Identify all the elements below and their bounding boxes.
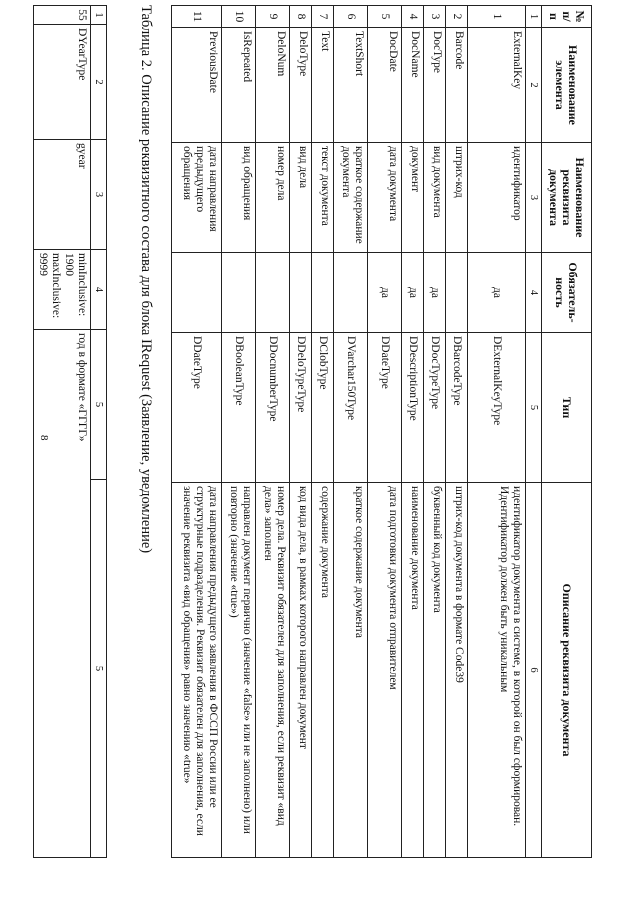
type-name: DDeloTypeType <box>290 333 312 483</box>
table-row <box>290 6 312 858</box>
restrictions: minInclusive: 1900 maxInclusive: 9999 <box>34 250 91 330</box>
required-flag <box>446 253 468 333</box>
column-header-number: № п/п <box>542 6 592 28</box>
requisites-table <box>171 5 592 858</box>
row-number: 8 <box>290 6 312 28</box>
row-number: 3 <box>424 6 446 28</box>
page-number: 8 <box>38 435 50 441</box>
table-row <box>312 6 334 858</box>
table-row <box>368 6 402 858</box>
requisite-name: краткое содержание документа <box>334 143 368 253</box>
table-row <box>222 6 256 858</box>
element-name: Text <box>312 28 334 143</box>
row-number: 7 <box>312 6 334 28</box>
requisite-name: дата документа <box>368 143 402 253</box>
column-header-required: Обязатель- ность <box>542 253 592 333</box>
element-name: IsRepeated <box>222 28 256 143</box>
type-name: DExternalKeyType <box>468 333 526 483</box>
type-name: DClobType <box>312 333 334 483</box>
requisite-description: штрих-код документа в формате Code39 <box>446 483 468 858</box>
index-cell: 2 <box>526 28 542 143</box>
required-flag: да <box>402 253 424 333</box>
element-name: DeloNum <box>256 28 290 143</box>
row-number: 11 <box>172 6 222 28</box>
table-row <box>256 6 290 858</box>
index-cell: 4 <box>91 250 107 330</box>
row-number: 55 <box>34 6 91 25</box>
type-name: DDocTypeType <box>424 333 446 483</box>
type-name: DDateType <box>368 333 402 483</box>
index-cell: 2 <box>91 25 107 140</box>
previous-table-fragment <box>33 5 107 858</box>
row-number: 5 <box>368 6 402 28</box>
row-number: 9 <box>256 6 290 28</box>
type-name: DDateType <box>172 333 222 483</box>
requisite-name: номер дела <box>256 143 290 253</box>
column-header-description: Описание реквизита документа <box>542 483 592 858</box>
table-row <box>402 6 424 858</box>
index-cell: 4 <box>526 253 542 333</box>
requisite-name: идентификатор <box>468 143 526 253</box>
column-header-type: Тип <box>542 333 592 483</box>
element-name: PreviousDate <box>172 28 222 143</box>
requisite-name: вид дела <box>290 143 312 253</box>
index-cell: 5 <box>91 480 107 858</box>
table-row <box>424 6 446 858</box>
requisite-description: наименование документа <box>402 483 424 858</box>
row-number: 10 <box>222 6 256 28</box>
row-number: 2 <box>446 6 468 28</box>
column-header-name: Наименование реквизита документа <box>542 143 592 253</box>
requisite-description: дата направления предыдущего заявления в ФССП России или ее структурные подразделения. Реквизит обязателен для заполнения, если значение реквизита «вид обращения» равно значению «true» <box>172 483 222 858</box>
required-flag <box>172 253 222 333</box>
header-row <box>542 6 592 858</box>
requisite-name: вид обращения <box>222 143 256 253</box>
requisite-description: дата подготовки документа отправителем <box>368 483 402 858</box>
index-row <box>526 6 542 858</box>
type-name: DBooleanType <box>222 333 256 483</box>
requisite-name: штрих-код <box>446 143 468 253</box>
element-name: DocName <box>402 28 424 143</box>
row-number: 6 <box>334 6 368 28</box>
requisite-description: номер дела. Реквизит обязателен для заполнения, если реквизит «вид дела» заполнен <box>256 483 290 858</box>
element-name: ExternalKey <box>468 28 526 143</box>
element-name: DocType <box>424 28 446 143</box>
required-flag <box>312 253 334 333</box>
required-flag <box>334 253 368 333</box>
element-name: DeloType <box>290 28 312 143</box>
required-flag <box>290 253 312 333</box>
required-flag <box>256 253 290 333</box>
table-row <box>446 6 468 858</box>
index-cell: 5 <box>91 330 107 480</box>
requisite-name: текст документа <box>312 143 334 253</box>
row-number: 1 <box>468 6 526 28</box>
index-cell: 1 <box>526 6 542 28</box>
index-cell: 6 <box>526 483 542 858</box>
index-cell: 1 <box>91 6 107 25</box>
index-cell: 5 <box>526 333 542 483</box>
table-row <box>34 6 91 858</box>
required-flag: да <box>368 253 402 333</box>
type-name: DDescriptionType <box>402 333 424 483</box>
table-row <box>172 6 222 858</box>
required-flag: да <box>468 253 526 333</box>
table-row <box>468 6 526 858</box>
requisite-description: направлен документ первично (значение «false» или не заполнено) или повторно (значение «true») <box>222 483 256 858</box>
type-name: DDocnumberType <box>256 333 290 483</box>
requisite-description: содержание документа <box>312 483 334 858</box>
requisite-description: идентификатор документа в системе, в которой он был сформирован. Идентификатор должен быть уникальным <box>468 483 526 858</box>
base-type: gyear <box>34 140 91 250</box>
element-name: TextShort <box>334 28 368 143</box>
column-header-element: Наименование элемента <box>542 28 592 143</box>
type-name: DVarchar150Type <box>334 333 368 483</box>
required-flag <box>222 253 256 333</box>
element-name: Barcode <box>446 28 468 143</box>
requisite-name: документ <box>402 143 424 253</box>
index-cell: 3 <box>526 143 542 253</box>
index-cell: 3 <box>91 140 107 250</box>
type-name: DBarcodeType <box>446 333 468 483</box>
element-name: DYearType <box>34 25 91 140</box>
table-caption: Таблица 2. Описание реквизитного состава для блока IRequest (Заявление, уведомление) <box>137 5 155 554</box>
requisite-name: дата направления предыдущего обращения <box>172 143 222 253</box>
requisite-description: буквенный код документа <box>424 483 446 858</box>
requisite-description: код вида дела, в рамках которого направлен документ <box>290 483 312 858</box>
table-row <box>334 6 368 858</box>
previous-table-index-row <box>91 6 107 858</box>
row-number: 4 <box>402 6 424 28</box>
type-description: год в формате «ГГГГ» <box>34 330 91 858</box>
requisite-description: краткое содержание документа <box>334 483 368 858</box>
requisite-name: вид документа <box>424 143 446 253</box>
required-flag: да <box>424 253 446 333</box>
element-name: DocDate <box>368 28 402 143</box>
